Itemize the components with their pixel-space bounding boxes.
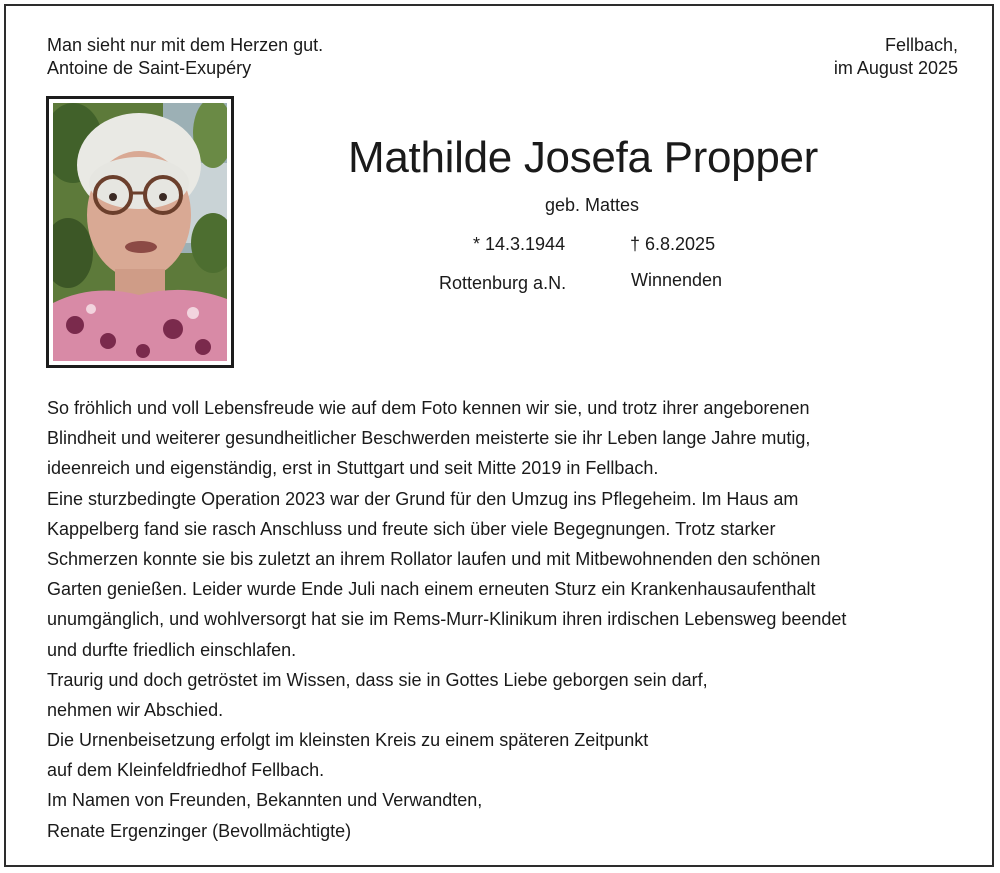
deceased-name: Mathilde Josefa Propper bbox=[348, 133, 819, 182]
death-date: † 6.8.2025 bbox=[630, 234, 716, 254]
text-line: auf dem Kleinfeldfriedhof Fellbach. bbox=[47, 760, 325, 781]
text-line: Die Urnenbeisetzung erfolgt im kleinsten Kreis zu einem späteren Zeitpunkt bbox=[47, 730, 649, 751]
quote-text: Man sieht nur mit dem Herzen gut. bbox=[47, 35, 324, 55]
text-line: Im Namen von Freunden, Bekannten und Verwandten, bbox=[47, 790, 483, 811]
portrait-photo bbox=[46, 96, 234, 368]
birth-date: * 14.3.1944 bbox=[473, 234, 566, 254]
text-line: Schmerzen konnte sie bis zuletzt an ihrem Rollator laufen und mit Mitbewohnenden den schönen bbox=[47, 548, 821, 569]
place-date-block bbox=[834, 34, 958, 80]
date-text: im August 2025 bbox=[833, 58, 958, 78]
text-line: nehmen wir Abschied. bbox=[47, 699, 224, 720]
signature-line: Renate Ergenzinger (Bevollmächtigte) bbox=[47, 820, 352, 841]
text-line: ideenreich und eigenständig, erst in Stuttgart und seit Mitte 2019 in Fellbach. bbox=[47, 458, 659, 479]
portrait-image bbox=[53, 103, 227, 361]
death-place: Winnenden bbox=[631, 270, 723, 290]
obituary-text bbox=[47, 393, 846, 846]
text-line: Eine sturzbedingte Operation 2023 war der Grund für den Umzug ins Pflegeheim. Im Haus am bbox=[47, 488, 799, 509]
text-line: Blindheit und weiterer gesundheitlicher Beschwerden meisterte sie ihr Leben lange Jahre mutig, bbox=[47, 428, 811, 449]
birth-place: Rottenburg a.N. bbox=[439, 273, 567, 293]
text-line: Garten genießen. Leider wurde Ende Juli nach einem erneuten Sturz ein Krankenhausaufenthalt bbox=[47, 579, 816, 600]
text-line: Kappelberg fand sie rasch Anschluss und freute sich über viele Begegnungen. Trotz starker bbox=[47, 518, 776, 539]
quote-author: Antoine de Saint-Exupéry bbox=[47, 58, 252, 78]
text-line: unumgänglich, und wohlversorgt hat sie im Rems-Murr-Klinikum ihren irdischen Lebensweg beendet bbox=[47, 609, 847, 630]
maiden-name: geb. Mattes bbox=[545, 195, 640, 215]
quote-block bbox=[47, 34, 323, 80]
text-line: Traurig und doch getröstet im Wissen, dass sie in Gottes Liebe geborgen sein darf, bbox=[47, 669, 708, 690]
text-line: So fröhlich und voll Lebensfreude wie auf dem Foto kennen wir sie, und trotz ihrer angeborenen bbox=[47, 398, 810, 418]
text-line: und durfte friedlich einschlafen. bbox=[47, 639, 297, 660]
place-text: Fellbach, bbox=[884, 35, 958, 55]
